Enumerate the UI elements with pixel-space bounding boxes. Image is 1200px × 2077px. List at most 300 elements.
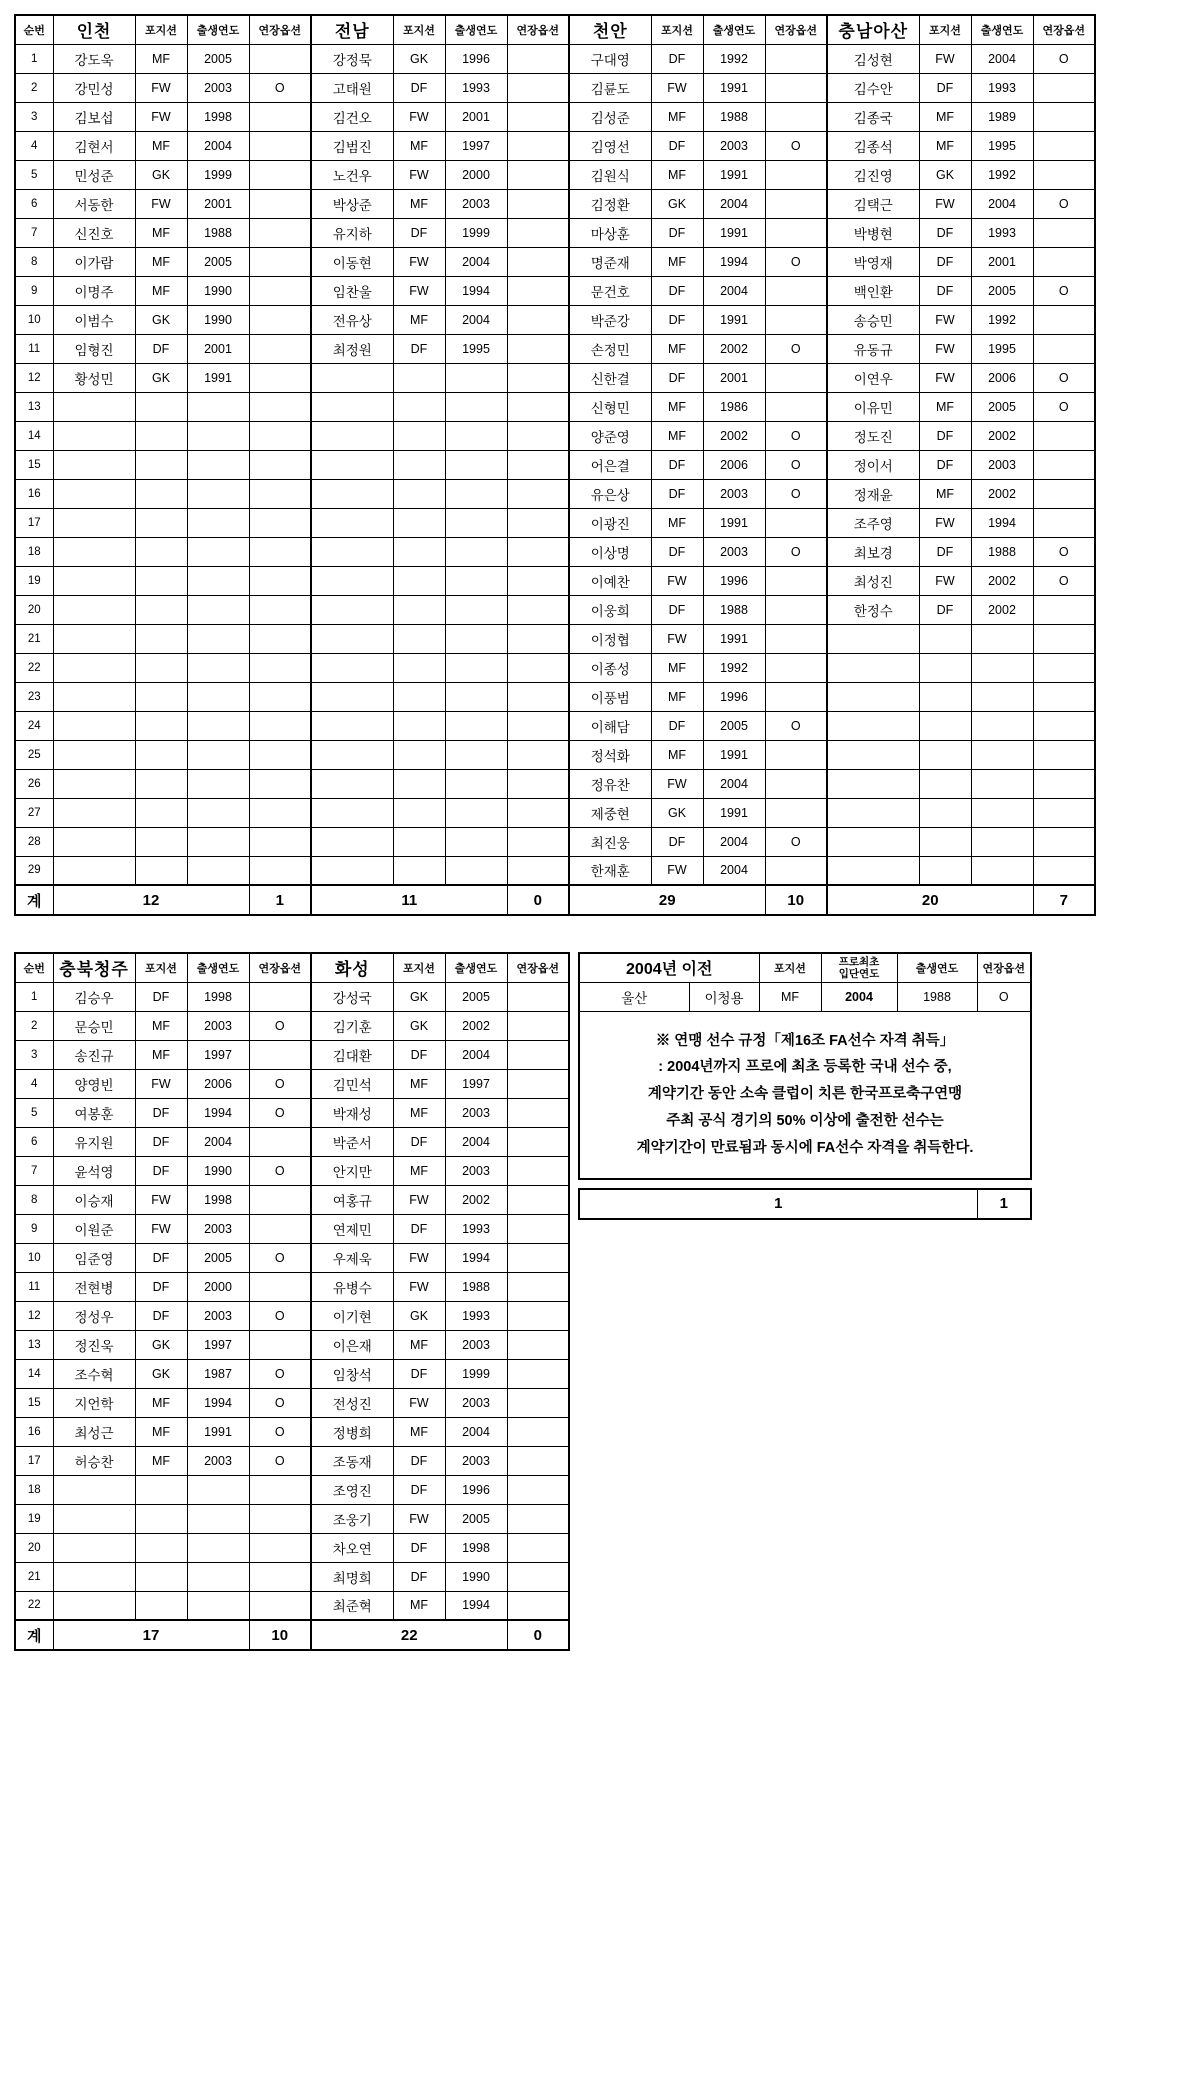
player-position: MF bbox=[651, 653, 703, 682]
player-name: 이종성 bbox=[569, 653, 651, 682]
player-extension-option bbox=[765, 102, 827, 131]
player-position: MF bbox=[135, 1446, 187, 1475]
player-birth-year: 1988 bbox=[187, 218, 249, 247]
player-name: 제중현 bbox=[569, 798, 651, 827]
header-team-chungbukcheongju: 충북청주 bbox=[53, 953, 135, 982]
player-position: DF bbox=[135, 1301, 187, 1330]
player-birth-year: 2002 bbox=[971, 595, 1033, 624]
player-extension-option bbox=[249, 276, 311, 305]
player-extension-option bbox=[249, 44, 311, 73]
player-position bbox=[393, 682, 445, 711]
player-name: 조영진 bbox=[311, 1475, 393, 1504]
player-birth-year bbox=[187, 682, 249, 711]
player-birth-year bbox=[187, 827, 249, 856]
player-name bbox=[53, 769, 135, 798]
header-pre-2004: 2004년 이전 bbox=[579, 953, 759, 982]
header-pos: 포지션 bbox=[651, 15, 703, 44]
player-position bbox=[135, 508, 187, 537]
player-extension-option bbox=[249, 189, 311, 218]
row-number: 3 bbox=[15, 1040, 53, 1069]
player-name: 최정원 bbox=[311, 334, 393, 363]
player-birth-year bbox=[187, 508, 249, 537]
player-extension-option bbox=[765, 624, 827, 653]
player-position: FW bbox=[919, 44, 971, 73]
player-extension-option bbox=[507, 982, 569, 1011]
player-position bbox=[135, 653, 187, 682]
player-name: 신진호 bbox=[53, 218, 135, 247]
player-name bbox=[827, 682, 919, 711]
player-extension-option: O bbox=[249, 1417, 311, 1446]
player-name: 이정협 bbox=[569, 624, 651, 653]
player-name: 김건오 bbox=[311, 102, 393, 131]
player-extension-option bbox=[249, 450, 311, 479]
player-position: DF bbox=[135, 1243, 187, 1272]
player-extension-option bbox=[765, 566, 827, 595]
player-name bbox=[53, 595, 135, 624]
player-name: 송승민 bbox=[827, 305, 919, 334]
player-position: FW bbox=[135, 73, 187, 102]
player-name: 한재훈 bbox=[569, 856, 651, 885]
player-name: 이상명 bbox=[569, 537, 651, 566]
player-name bbox=[827, 740, 919, 769]
player-birth-year: 2003 bbox=[445, 1388, 507, 1417]
player-extension-option bbox=[507, 537, 569, 566]
player-position: MF bbox=[651, 102, 703, 131]
player-name: 백인환 bbox=[827, 276, 919, 305]
table-row bbox=[15, 160, 1095, 189]
header-opt: 연장옵션 bbox=[507, 15, 569, 44]
player-extension-option: O bbox=[1033, 189, 1095, 218]
player-name: 양준영 bbox=[569, 421, 651, 450]
player-birth-year bbox=[187, 595, 249, 624]
player-extension-option bbox=[765, 218, 827, 247]
player-name: 민성준 bbox=[53, 160, 135, 189]
header-no: 순번 bbox=[15, 953, 53, 982]
player-name bbox=[53, 1533, 135, 1562]
player-position: MF bbox=[393, 1330, 445, 1359]
player-name bbox=[311, 566, 393, 595]
player-position bbox=[135, 1504, 187, 1533]
side-player-pos: MF bbox=[759, 982, 821, 1011]
player-extension-option bbox=[1033, 305, 1095, 334]
player-extension-option: O bbox=[249, 1156, 311, 1185]
player-extension-option: O bbox=[1033, 276, 1095, 305]
player-extension-option bbox=[507, 595, 569, 624]
player-birth-year bbox=[187, 624, 249, 653]
player-extension-option bbox=[507, 189, 569, 218]
player-name: 문승민 bbox=[53, 1011, 135, 1040]
player-position: MF bbox=[135, 1011, 187, 1040]
player-extension-option bbox=[507, 421, 569, 450]
table-row bbox=[15, 1011, 569, 1040]
player-position: DF bbox=[651, 44, 703, 73]
bottom-table-body bbox=[15, 982, 569, 1620]
player-name bbox=[311, 769, 393, 798]
player-birth-year: 2003 bbox=[445, 1330, 507, 1359]
row-number: 23 bbox=[15, 682, 53, 711]
player-birth-year: 1991 bbox=[187, 363, 249, 392]
player-birth-year: 1998 bbox=[187, 1185, 249, 1214]
player-birth-year: 1998 bbox=[445, 1533, 507, 1562]
player-extension-option bbox=[507, 1359, 569, 1388]
row-number: 11 bbox=[15, 1272, 53, 1301]
total-chungnamasan: 20 bbox=[827, 885, 1033, 915]
player-birth-year: 1990 bbox=[187, 305, 249, 334]
player-extension-option bbox=[1033, 73, 1095, 102]
player-birth-year bbox=[187, 1475, 249, 1504]
table-row bbox=[15, 1127, 569, 1156]
player-extension-option: O bbox=[765, 711, 827, 740]
player-name bbox=[311, 624, 393, 653]
player-position: DF bbox=[393, 1533, 445, 1562]
player-position: MF bbox=[651, 247, 703, 276]
player-position: DF bbox=[919, 218, 971, 247]
player-name: 김성준 bbox=[569, 102, 651, 131]
player-birth-year bbox=[187, 479, 249, 508]
player-position: DF bbox=[135, 1272, 187, 1301]
player-extension-option bbox=[249, 1272, 311, 1301]
player-extension-option bbox=[507, 827, 569, 856]
row-number: 19 bbox=[15, 566, 53, 595]
player-position bbox=[135, 421, 187, 450]
player-name: 최보경 bbox=[827, 537, 919, 566]
player-position: DF bbox=[651, 711, 703, 740]
table-row bbox=[15, 421, 1095, 450]
player-position: DF bbox=[919, 421, 971, 450]
player-position: MF bbox=[135, 218, 187, 247]
player-extension-option bbox=[765, 595, 827, 624]
player-extension-option bbox=[1033, 856, 1095, 885]
player-extension-option bbox=[249, 247, 311, 276]
player-birth-year: 2002 bbox=[971, 421, 1033, 450]
player-birth-year bbox=[187, 1591, 249, 1620]
player-name bbox=[311, 537, 393, 566]
player-name bbox=[311, 421, 393, 450]
player-position: FW bbox=[393, 1272, 445, 1301]
player-birth-year: 1990 bbox=[187, 1156, 249, 1185]
player-birth-year: 2005 bbox=[187, 247, 249, 276]
player-position: DF bbox=[393, 1446, 445, 1475]
player-position: DF bbox=[651, 827, 703, 856]
player-extension-option bbox=[507, 44, 569, 73]
player-position: DF bbox=[393, 1475, 445, 1504]
player-extension-option bbox=[249, 1591, 311, 1620]
player-position: MF bbox=[393, 1591, 445, 1620]
player-extension-option bbox=[765, 682, 827, 711]
player-birth-year bbox=[445, 769, 507, 798]
player-position bbox=[393, 827, 445, 856]
player-position bbox=[393, 856, 445, 885]
row-number: 21 bbox=[15, 1562, 53, 1591]
player-name bbox=[311, 595, 393, 624]
player-extension-option bbox=[249, 682, 311, 711]
row-number: 22 bbox=[15, 1591, 53, 1620]
player-extension-option: O bbox=[249, 1069, 311, 1098]
player-name: 박준강 bbox=[569, 305, 651, 334]
player-birth-year: 1997 bbox=[445, 131, 507, 160]
player-birth-year: 1993 bbox=[971, 73, 1033, 102]
player-name: 이명주 bbox=[53, 276, 135, 305]
table-row bbox=[15, 508, 1095, 537]
player-birth-year: 1991 bbox=[703, 740, 765, 769]
player-birth-year: 2002 bbox=[445, 1011, 507, 1040]
player-extension-option bbox=[507, 1156, 569, 1185]
player-extension-option bbox=[507, 1011, 569, 1040]
player-name bbox=[53, 392, 135, 421]
player-position: FW bbox=[919, 189, 971, 218]
player-position bbox=[393, 798, 445, 827]
player-name bbox=[53, 856, 135, 885]
player-position: DF bbox=[651, 218, 703, 247]
player-birth-year: 2001 bbox=[703, 363, 765, 392]
player-birth-year bbox=[187, 450, 249, 479]
row-number: 19 bbox=[15, 1504, 53, 1533]
player-name: 임찬울 bbox=[311, 276, 393, 305]
table-row bbox=[15, 1359, 569, 1388]
total-opt-hwaseong: 0 bbox=[507, 1620, 569, 1650]
player-extension-option bbox=[249, 1330, 311, 1359]
player-position: MF bbox=[393, 189, 445, 218]
player-birth-year: 1998 bbox=[187, 982, 249, 1011]
player-birth-year bbox=[445, 392, 507, 421]
player-extension-option: O bbox=[249, 1243, 311, 1272]
player-birth-year: 2004 bbox=[445, 1040, 507, 1069]
player-name: 윤석영 bbox=[53, 1156, 135, 1185]
header-first-registration-year: 프로최초 입단연도 bbox=[821, 953, 897, 982]
player-position: MF bbox=[651, 160, 703, 189]
header-year: 출생연도 bbox=[897, 953, 977, 982]
header-pos: 포지션 bbox=[759, 953, 821, 982]
player-position bbox=[393, 624, 445, 653]
player-position: DF bbox=[919, 247, 971, 276]
player-name: 이원준 bbox=[53, 1214, 135, 1243]
player-extension-option bbox=[507, 653, 569, 682]
player-position bbox=[135, 595, 187, 624]
player-birth-year: 1986 bbox=[703, 392, 765, 421]
player-position: FW bbox=[393, 1388, 445, 1417]
player-name: 김성현 bbox=[827, 44, 919, 73]
row-number: 15 bbox=[15, 1388, 53, 1417]
player-extension-option bbox=[507, 1301, 569, 1330]
row-number: 6 bbox=[15, 1127, 53, 1156]
player-extension-option bbox=[507, 1214, 569, 1243]
player-position bbox=[919, 653, 971, 682]
player-position: FW bbox=[651, 73, 703, 102]
player-position bbox=[393, 653, 445, 682]
player-position: FW bbox=[919, 363, 971, 392]
table-row bbox=[15, 305, 1095, 334]
total-jeonnam: 11 bbox=[311, 885, 507, 915]
player-name: 이승재 bbox=[53, 1185, 135, 1214]
player-birth-year: 2003 bbox=[445, 1446, 507, 1475]
player-position: MF bbox=[919, 102, 971, 131]
player-extension-option bbox=[249, 508, 311, 537]
player-birth-year: 1992 bbox=[971, 305, 1033, 334]
table-row bbox=[15, 1504, 569, 1533]
row-number: 14 bbox=[15, 1359, 53, 1388]
player-name: 최성진 bbox=[827, 566, 919, 595]
player-birth-year bbox=[187, 421, 249, 450]
player-name: 김택근 bbox=[827, 189, 919, 218]
player-extension-option bbox=[249, 653, 311, 682]
player-name bbox=[53, 450, 135, 479]
note-line-3: 계약기간 동안 소속 클럽이 치른 한국프로축구연맹 bbox=[647, 1086, 963, 1103]
player-extension-option bbox=[765, 392, 827, 421]
player-birth-year: 2003 bbox=[445, 189, 507, 218]
player-extension-option bbox=[507, 479, 569, 508]
player-extension-option: O bbox=[249, 1301, 311, 1330]
bottom-total-row bbox=[15, 1620, 569, 1650]
player-name: 여봉훈 bbox=[53, 1098, 135, 1127]
player-position: DF bbox=[919, 276, 971, 305]
player-position: DF bbox=[135, 982, 187, 1011]
player-extension-option bbox=[249, 740, 311, 769]
player-birth-year: 2003 bbox=[971, 450, 1033, 479]
player-extension-option bbox=[249, 363, 311, 392]
player-name: 여홍규 bbox=[311, 1185, 393, 1214]
player-extension-option bbox=[249, 769, 311, 798]
player-birth-year: 1995 bbox=[971, 334, 1033, 363]
player-birth-year: 1998 bbox=[187, 102, 249, 131]
player-position: GK bbox=[393, 44, 445, 73]
table-row bbox=[15, 653, 1095, 682]
player-name: 이광진 bbox=[569, 508, 651, 537]
player-name bbox=[53, 537, 135, 566]
table-row bbox=[15, 1185, 569, 1214]
top-total-row bbox=[15, 885, 1095, 915]
player-extension-option bbox=[1033, 740, 1095, 769]
table-row bbox=[15, 1243, 569, 1272]
table-row bbox=[15, 73, 1095, 102]
player-extension-option bbox=[1033, 653, 1095, 682]
player-birth-year: 1993 bbox=[445, 73, 507, 102]
bottom-header-row bbox=[15, 953, 569, 982]
table-row bbox=[15, 1388, 569, 1417]
player-extension-option bbox=[507, 1127, 569, 1156]
bottom-roster-table bbox=[14, 952, 570, 1651]
player-position: MF bbox=[651, 421, 703, 450]
spacer bbox=[579, 1179, 1031, 1189]
player-extension-option bbox=[1033, 450, 1095, 479]
player-position: MF bbox=[393, 1156, 445, 1185]
player-birth-year bbox=[445, 450, 507, 479]
player-name: 김종석 bbox=[827, 131, 919, 160]
player-position bbox=[919, 769, 971, 798]
player-extension-option: O bbox=[249, 1098, 311, 1127]
player-name bbox=[311, 740, 393, 769]
player-position: MF bbox=[393, 131, 445, 160]
player-extension-option bbox=[249, 1040, 311, 1069]
player-name: 박영재 bbox=[827, 247, 919, 276]
player-extension-option bbox=[1033, 131, 1095, 160]
side-total-opt: 1 bbox=[977, 1189, 1031, 1219]
player-position bbox=[135, 827, 187, 856]
player-name: 황성민 bbox=[53, 363, 135, 392]
top-header-row bbox=[15, 15, 1095, 44]
player-name: 최준혁 bbox=[311, 1591, 393, 1620]
player-birth-year bbox=[971, 682, 1033, 711]
side-spacer-row bbox=[579, 1179, 1031, 1189]
player-extension-option bbox=[507, 1591, 569, 1620]
side-player-name: 이청용 bbox=[689, 982, 759, 1011]
player-position: FW bbox=[393, 1185, 445, 1214]
table-row bbox=[15, 1272, 569, 1301]
player-extension-option bbox=[507, 276, 569, 305]
player-name bbox=[53, 740, 135, 769]
player-birth-year: 1996 bbox=[703, 682, 765, 711]
player-name bbox=[53, 624, 135, 653]
player-name: 전성진 bbox=[311, 1388, 393, 1417]
row-number: 25 bbox=[15, 740, 53, 769]
header-opt: 연장옵션 bbox=[249, 953, 311, 982]
player-extension-option bbox=[249, 856, 311, 885]
table-row bbox=[15, 740, 1095, 769]
player-extension-option bbox=[249, 982, 311, 1011]
table-row bbox=[15, 682, 1095, 711]
table-row bbox=[15, 624, 1095, 653]
row-number: 4 bbox=[15, 1069, 53, 1098]
total-opt-jeonnam: 0 bbox=[507, 885, 569, 915]
side-player-row bbox=[579, 982, 1031, 1011]
total-opt-chungnamasan: 7 bbox=[1033, 885, 1095, 915]
player-name: 김수안 bbox=[827, 73, 919, 102]
player-birth-year bbox=[445, 653, 507, 682]
row-number: 17 bbox=[15, 508, 53, 537]
row-number: 8 bbox=[15, 247, 53, 276]
note-line-2: : 2004년까지 프로에 최초 등록한 국내 선수 중, bbox=[658, 1059, 952, 1076]
player-position: FW bbox=[393, 247, 445, 276]
player-birth-year: 2003 bbox=[703, 479, 765, 508]
player-position bbox=[135, 856, 187, 885]
player-position: FW bbox=[919, 566, 971, 595]
player-position: GK bbox=[135, 305, 187, 334]
player-name: 김민석 bbox=[311, 1069, 393, 1098]
player-extension-option bbox=[507, 711, 569, 740]
player-birth-year: 2005 bbox=[703, 711, 765, 740]
player-birth-year: 1994 bbox=[187, 1388, 249, 1417]
row-number: 2 bbox=[15, 73, 53, 102]
player-extension-option bbox=[507, 1040, 569, 1069]
player-extension-option bbox=[1033, 827, 1095, 856]
player-name: 조동재 bbox=[311, 1446, 393, 1475]
player-position: GK bbox=[393, 1301, 445, 1330]
header-year: 출생연도 bbox=[445, 15, 507, 44]
player-extension-option bbox=[249, 1533, 311, 1562]
player-position bbox=[393, 566, 445, 595]
player-extension-option: O bbox=[249, 73, 311, 102]
player-position: FW bbox=[393, 1504, 445, 1533]
player-name: 송진규 bbox=[53, 1040, 135, 1069]
table-row bbox=[15, 189, 1095, 218]
row-number: 9 bbox=[15, 1214, 53, 1243]
player-birth-year bbox=[187, 711, 249, 740]
player-position: DF bbox=[651, 363, 703, 392]
player-birth-year: 1991 bbox=[703, 624, 765, 653]
player-name bbox=[53, 508, 135, 537]
player-birth-year: 2002 bbox=[445, 1185, 507, 1214]
player-extension-option: O bbox=[765, 334, 827, 363]
player-name: 김영선 bbox=[569, 131, 651, 160]
header-year: 출생연도 bbox=[703, 15, 765, 44]
row-number: 16 bbox=[15, 1417, 53, 1446]
player-birth-year bbox=[187, 798, 249, 827]
player-name: 유병수 bbox=[311, 1272, 393, 1301]
player-position bbox=[393, 508, 445, 537]
player-position: DF bbox=[651, 450, 703, 479]
player-birth-year: 2003 bbox=[187, 1011, 249, 1040]
player-name: 김대환 bbox=[311, 1040, 393, 1069]
player-extension-option bbox=[249, 711, 311, 740]
